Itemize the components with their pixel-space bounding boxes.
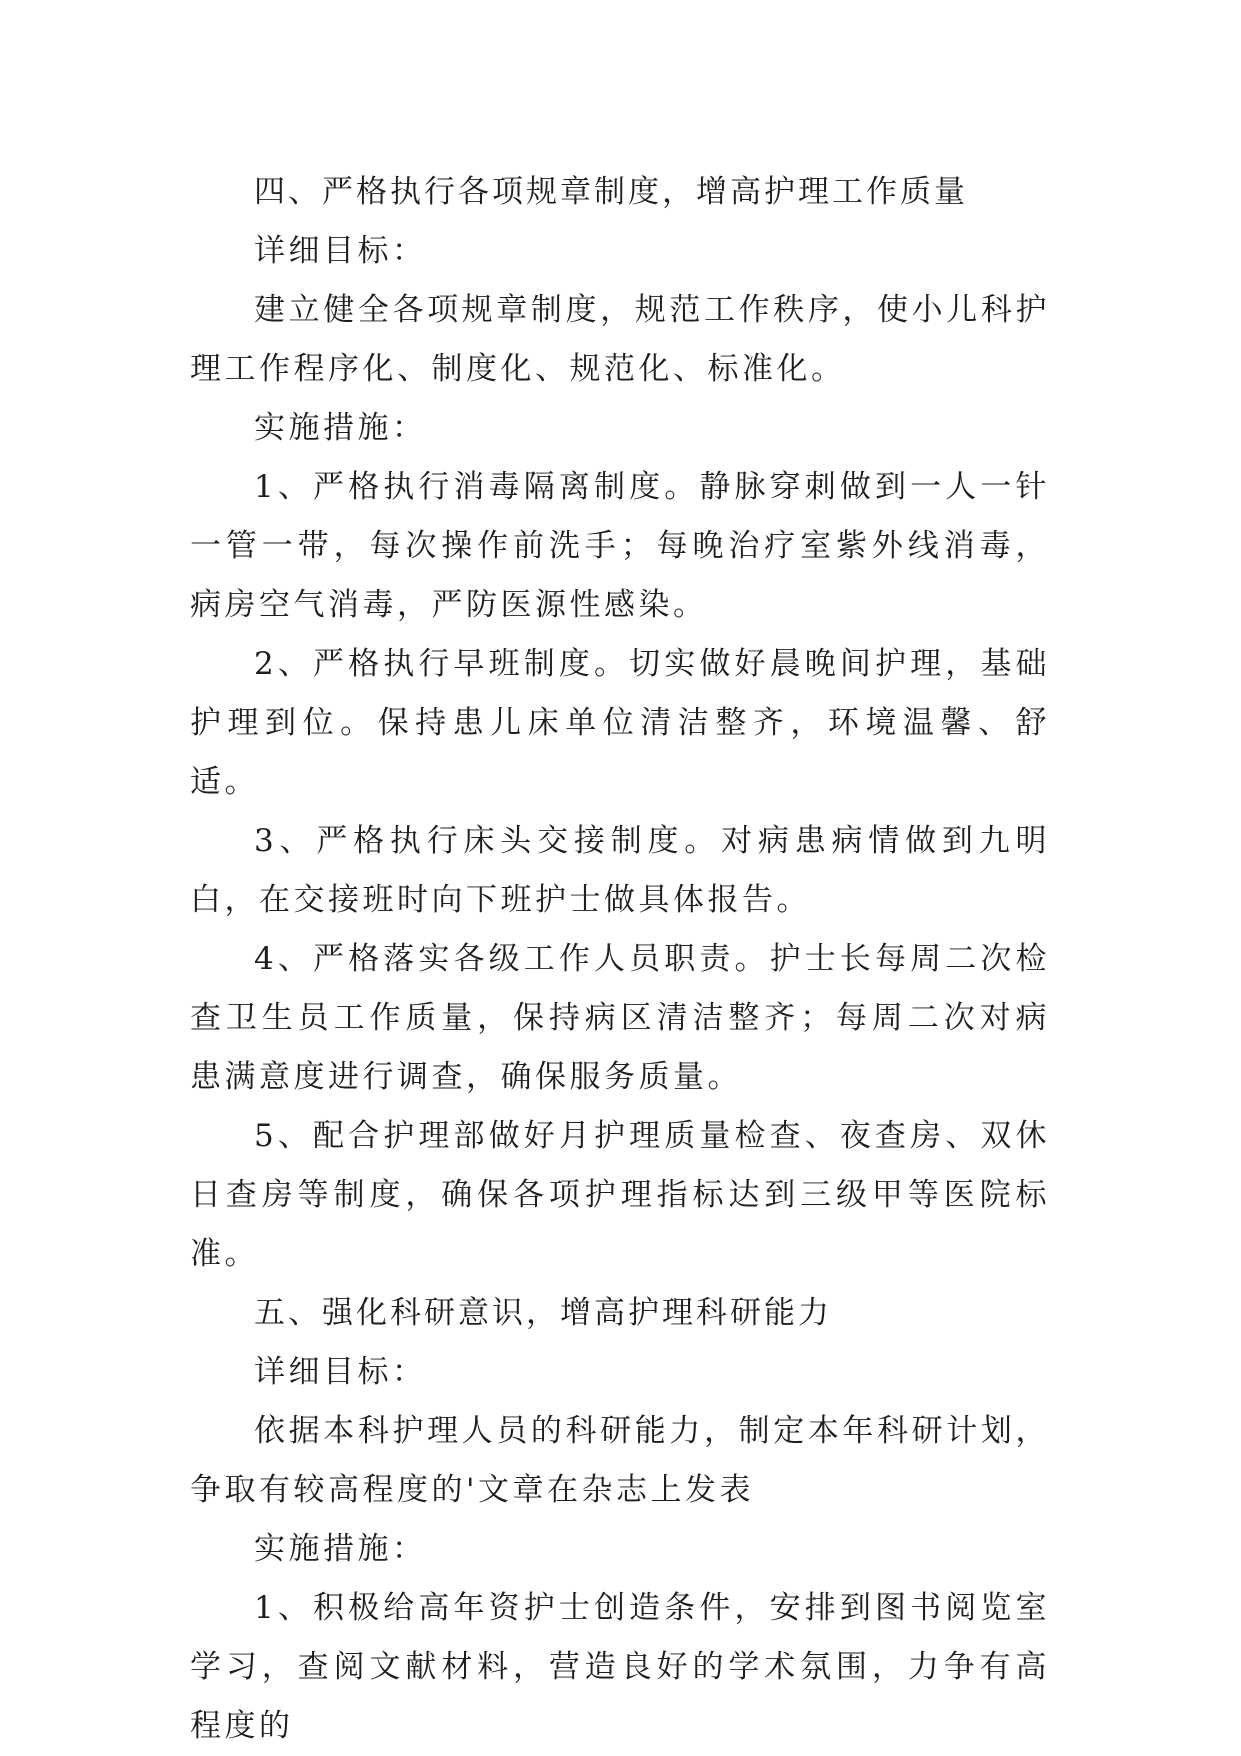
goal-label: 详细目标： — [254, 1354, 427, 1390]
document-body — [190, 163, 1050, 1756]
measures-label: 实施措施： — [254, 410, 427, 446]
section-heading-5: 五、强化科研意识，增高护理科研能力 — [254, 1295, 832, 1331]
measures-label: 实施措施： — [254, 1531, 427, 1567]
measure-item-3: 3、严格执行床头交接制度。对病患病情做到九明白，在交接班时向下班护士做具体报告。 — [190, 823, 1050, 918]
section-heading-4: 四、严格执行各项规章制度，增高护理工作质量 — [254, 174, 968, 210]
measure-item-1: 1、严格执行消毒隔离制度。静脉穿刺做到一人一针一管一带，每次操作前洗手；每晚治疗室紫外线消毒，病房空气消毒，严防医源性感染。 — [190, 469, 1050, 623]
measure-item-2: 2、严格执行早班制度。切实做好晨晚间护理，基础护理到位。保持患儿床单位清洁整齐，环境温馨、舒适。 — [190, 646, 1050, 800]
goal-paragraph: 建立健全各项规章制度，规范工作秩序，使小儿科护理工作程序化、制度化、规范化、标准化。 — [190, 292, 1050, 387]
measure-item-4: 4、严格落实各级工作人员职责。护士长每周二次检查卫生员工作质量，保持病区清洁整齐；每周二次对病患满意度进行调查，确保服务质量。 — [190, 941, 1050, 1095]
goal-label: 详细目标： — [254, 233, 427, 269]
measure-item-1: 1、积极给高年资护士创造条件，安排到图书阅览室学习，查阅文献材料，营造良好的学术氛围，力争有高程度的 — [190, 1590, 1050, 1744]
goal-paragraph: 依据本科护理人员的科研能力，制定本年科研计划，争取有较高程度的'文章在杂志上发表 — [190, 1413, 1050, 1508]
measure-item-5: 5、配合护理部做好月护理质量检查、夜查房、双休日查房等制度，确保各项护理指标达到三级甲等医院标准。 — [190, 1118, 1050, 1272]
